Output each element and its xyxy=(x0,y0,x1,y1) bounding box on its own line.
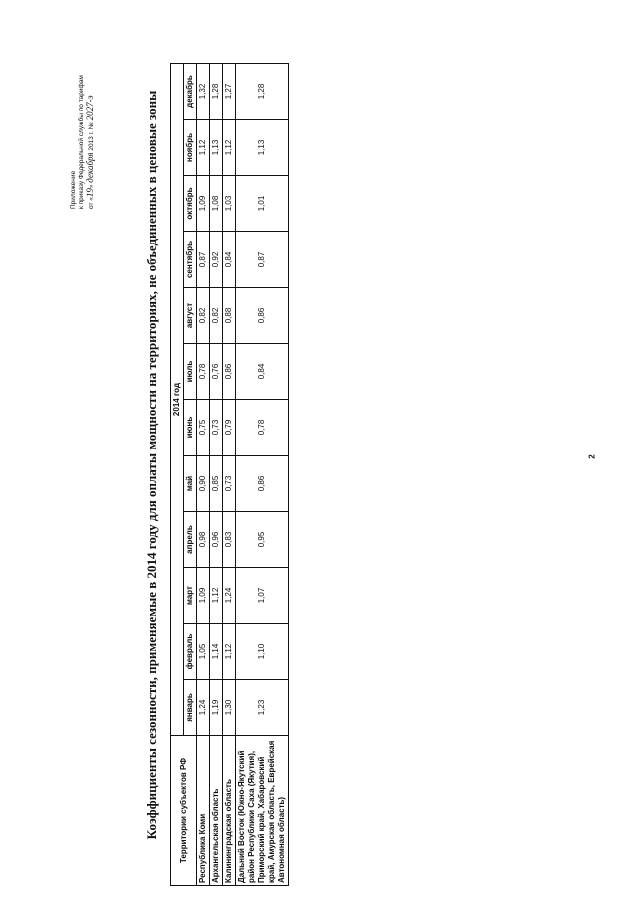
document-title: Коэффициенты сезонности, применяемые в 2014 году для оплаты мощности на территориях, не объединенных в ценовые зоны xyxy=(144,90,159,840)
month-header: октябрь xyxy=(184,176,197,232)
coefficient-cell: 0,92 xyxy=(210,232,223,288)
coefficient-cell: 0,96 xyxy=(210,512,223,568)
coefficient-cell: 0,90 xyxy=(197,456,210,512)
coefficient-cell: 1,23 xyxy=(236,680,289,736)
coefficient-cell: 1,13 xyxy=(210,120,223,176)
coefficient-cell: 0,79 xyxy=(223,400,236,456)
annex-year: 2013 г. № xyxy=(88,120,95,153)
annex-date-mid: » xyxy=(88,182,95,189)
coefficient-cell: 1,12 xyxy=(210,568,223,624)
table-header-row-year xyxy=(171,64,184,886)
coefficient-cell: 1,12 xyxy=(197,120,210,176)
coefficient-cell: 1,27 xyxy=(223,64,236,120)
coefficient-cell: 1,10 xyxy=(236,624,289,680)
coefficient-cell: 0,73 xyxy=(223,456,236,512)
annex-date-prefix: от « xyxy=(88,197,95,209)
annex-day: 19 xyxy=(85,188,95,198)
month-header: январь xyxy=(184,680,197,736)
year-header: 2014 год xyxy=(171,64,184,736)
month-header: февраль xyxy=(184,624,197,680)
coefficient-cell: 1,28 xyxy=(210,64,223,120)
month-header: август xyxy=(184,288,197,344)
month-header: июнь xyxy=(184,400,197,456)
month-header: апрель xyxy=(184,512,197,568)
coefficient-cell: 1,12 xyxy=(223,120,236,176)
annex-month: декабря xyxy=(85,152,95,183)
coefficient-cell: 0,75 xyxy=(197,400,210,456)
coefficient-cell: 1,24 xyxy=(197,680,210,736)
rotated-sheet xyxy=(70,40,360,890)
coefficient-cell: 0,84 xyxy=(223,232,236,288)
coefficient-cell: 0,95 xyxy=(236,512,289,568)
coefficient-cell: 1,09 xyxy=(197,176,210,232)
month-header: май xyxy=(184,456,197,512)
region-cell: Калининградская область xyxy=(223,736,236,886)
coefficient-cell: 1,28 xyxy=(236,64,289,120)
coefficient-cell: 0,85 xyxy=(210,456,223,512)
table-row xyxy=(197,64,210,886)
region-cell: Республика Коми xyxy=(197,736,210,886)
annex-note xyxy=(70,44,96,209)
coefficient-cell: 0,86 xyxy=(236,288,289,344)
month-header: ноябрь xyxy=(184,120,197,176)
coefficient-cell: 0,87 xyxy=(197,232,210,288)
month-header: декабрь xyxy=(184,64,197,120)
coefficient-cell: 1,13 xyxy=(236,120,289,176)
month-header: сентябрь xyxy=(184,232,197,288)
annex-line-2: к приказу Федеральной службы по тарифам xyxy=(78,75,85,209)
coefficient-cell: 1,01 xyxy=(236,176,289,232)
coefficient-cell: 0,78 xyxy=(236,400,289,456)
coefficient-cell: 0,84 xyxy=(236,344,289,400)
coefficient-cell: 0,86 xyxy=(223,344,236,400)
seasonality-table xyxy=(170,63,289,886)
coefficient-cell: 0,87 xyxy=(236,232,289,288)
table-body xyxy=(197,64,289,886)
coefficient-cell: 0,83 xyxy=(223,512,236,568)
coefficient-cell: 1,09 xyxy=(197,568,210,624)
month-header: июль xyxy=(184,344,197,400)
coefficient-cell: 0,73 xyxy=(210,400,223,456)
table-row xyxy=(236,64,289,886)
annex-line-1: Приложение xyxy=(70,170,77,209)
coefficient-cell: 0,98 xyxy=(197,512,210,568)
coefficient-cell: 1,24 xyxy=(223,568,236,624)
coefficient-cell: 1,19 xyxy=(210,680,223,736)
coefficient-cell: 1,03 xyxy=(223,176,236,232)
coefficient-cell: 0,82 xyxy=(210,288,223,344)
region-column-header: Территории субъектов РФ xyxy=(171,736,197,886)
coefficient-cell: 0,86 xyxy=(236,456,289,512)
table-row xyxy=(223,64,236,886)
coefficient-cell: 1,08 xyxy=(210,176,223,232)
coefficient-cell: 1,05 xyxy=(197,624,210,680)
region-cell: Архангельская область xyxy=(210,736,223,886)
coefficient-cell: 1,07 xyxy=(236,568,289,624)
region-cell: Дальний Восток (Южно-Якутский район Республики Саха (Якутия), Приморский край, Хабаровский край, Амурская область, Еврейская Автономная область) xyxy=(236,736,289,886)
coefficient-cell: 1,14 xyxy=(210,624,223,680)
annex-order-number: 2027-э xyxy=(85,95,95,121)
table-row xyxy=(210,64,223,886)
coefficient-cell: 1,12 xyxy=(223,624,236,680)
page-number: 2 xyxy=(587,454,597,459)
coefficient-cell: 0,82 xyxy=(197,288,210,344)
coefficient-cell: 1,30 xyxy=(223,680,236,736)
coefficient-cell: 0,88 xyxy=(223,288,236,344)
coefficient-cell: 0,78 xyxy=(197,344,210,400)
month-header: март xyxy=(184,568,197,624)
coefficient-cell: 1,32 xyxy=(197,64,210,120)
coefficient-cell: 0,76 xyxy=(210,344,223,400)
annex-line-3 xyxy=(86,44,96,209)
